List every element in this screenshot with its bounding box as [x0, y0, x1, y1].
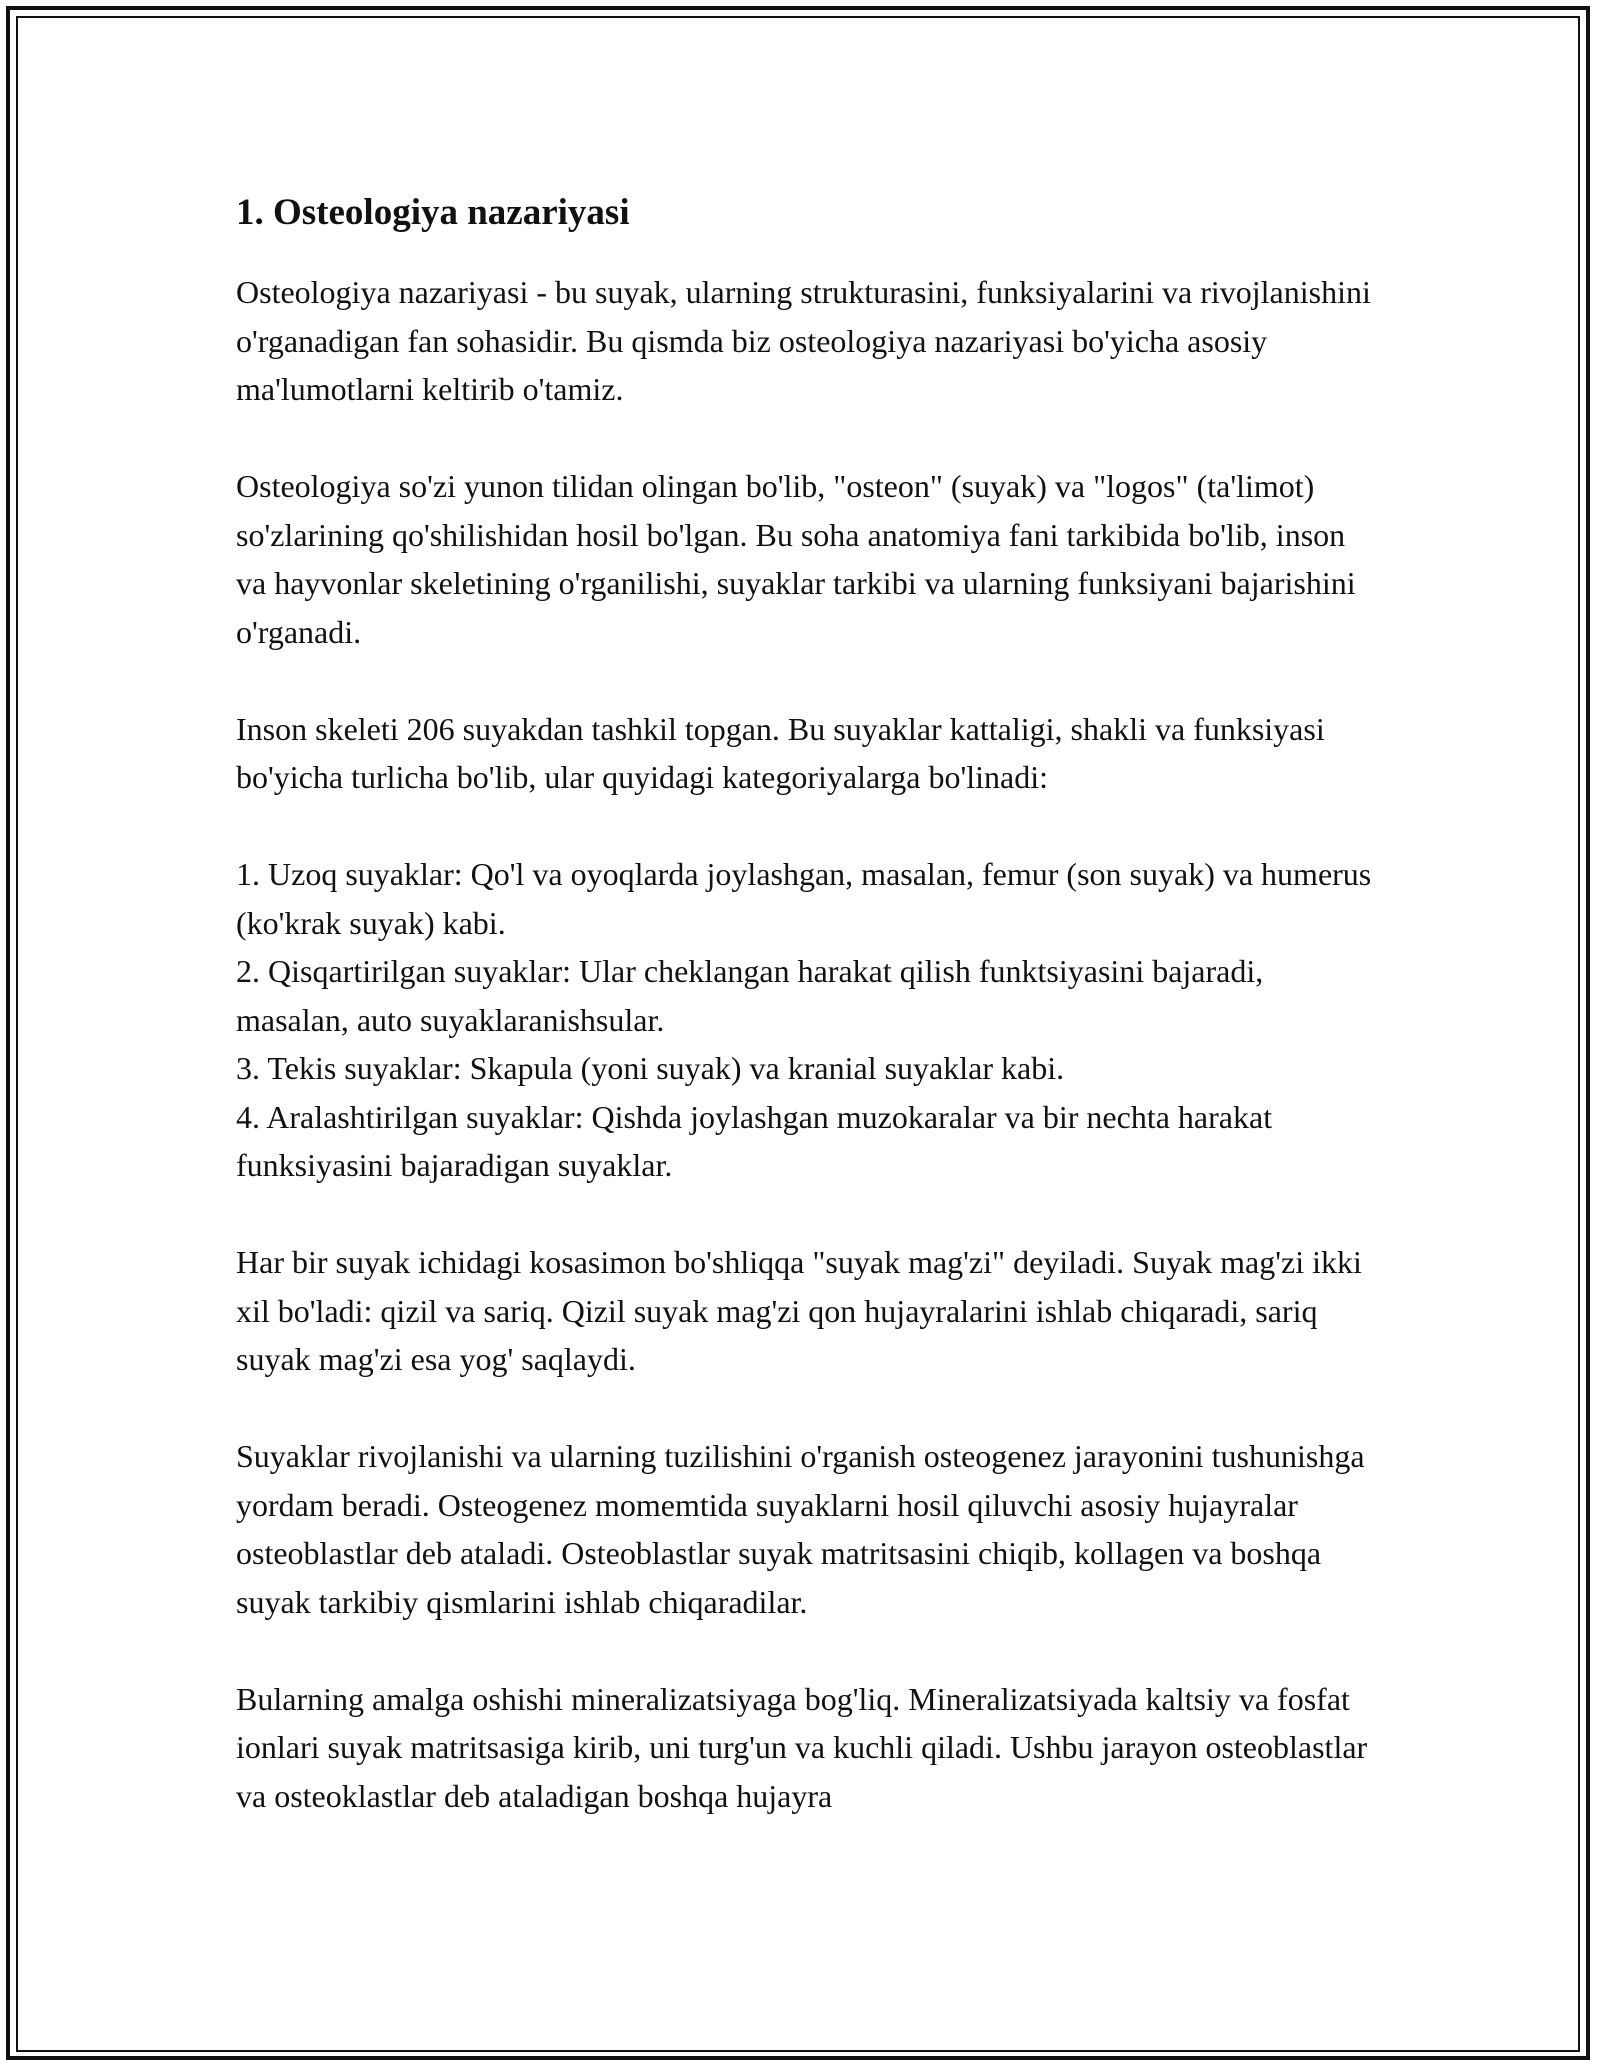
paragraph-skeleton: Inson skeleti 206 suyakdan tashkil topgan. Bu suyaklar kattaligi, shakli va funksiyasi bo'yicha turlicha bo'lib, ular quyidagi kategoriyalarga bo'linadi: [236, 710, 1325, 795]
paragraph-etymology: Osteologiya so'zi yunon tilidan olingan bo'lib, "osteon" (suyak) va "logos" (ta'limot) so'zlarining qo'shilishidan hosil bo'lgan. Bu soha anatomiya fani tarkibida bo'lib, inson va hayvonlar skeletining o'rganilishi, suyaklar tarkibi va ularning funksiyani bajarishini o'rganadi. [236, 468, 1356, 650]
list-item: 4. Aralashtirilgan suyaklar: Qishda joylashgan muzokaralar va bir nechta harakat funksiyasini bajaradigan suyaklar. [236, 1098, 1273, 1183]
paragraph-osteogenesis: Suyaklar rivojlanishi va ularning tuzilishini o'rganish osteogenez jarayonini tushunishga yordam beradi. Osteogenez momemtida suyaklarni hosil qiluvchi asosiy hujayralar osteoblastlar deb ataladi. Osteoblastlar suyak matritsasini chiqib, kollagen va boshqa suyak tarkibiy qismlarini ishlab chiqaradilar. [236, 1438, 1365, 1620]
list-item: 1. Uzoq suyaklar: Qo'l va oyoqlarda joylashgan, masalan, femur (son suyak) va humerus (ko'krak suyak) kabi. [236, 856, 1372, 941]
list-item: 3. Tekis suyaklar: Skapula (yoni suyak) va kranial suyaklar kabi. [236, 1050, 1065, 1086]
section-title: 1. Osteologiya nazariyasi [236, 192, 630, 233]
paragraph-intro: Osteologiya nazariyasi - bu suyak, ularning strukturasini, funksiyalarini va rivojlanishini o'rganadigan fan sohasidir. Bu qismda biz osteologiya nazariyasi bo'yicha asosiy ma'lumotlarni keltirib o'tamiz. [236, 274, 1371, 407]
bone-categories-list [236, 850, 1376, 1190]
paragraph-mineralization: Bularning amalga oshishi mineralizatsiyaga bog'liq. Mineralizatsiyada kaltsiy va fosfat ionlari suyak matritsasiga kirib, uni turg'un va kuchli qiladi. Ushbu jarayon osteoblastlar va osteoklastlar deb ataladigan boshqa hujayra [236, 1680, 1368, 1814]
paragraph-bone-marrow: Har bir suyak ichidagi kosasimon bo'shliqqa "suyak mag'zi" deyiladi. Suyak mag'zi ikki xil bo'ladi: qizil va sariq. Qizil suyak mag'zi qon hujayralarini ishlab chiqaradi, sariq suyak mag'zi esa yog' saqlaydi. [236, 1244, 1362, 1377]
list-item: 2. Qisqartirilgan suyaklar: Ular cheklangan harakat qilish funktsiyasini bajaradi, masalan, auto suyaklaranishsular. [236, 953, 1264, 1038]
document-body [236, 188, 1376, 1820]
